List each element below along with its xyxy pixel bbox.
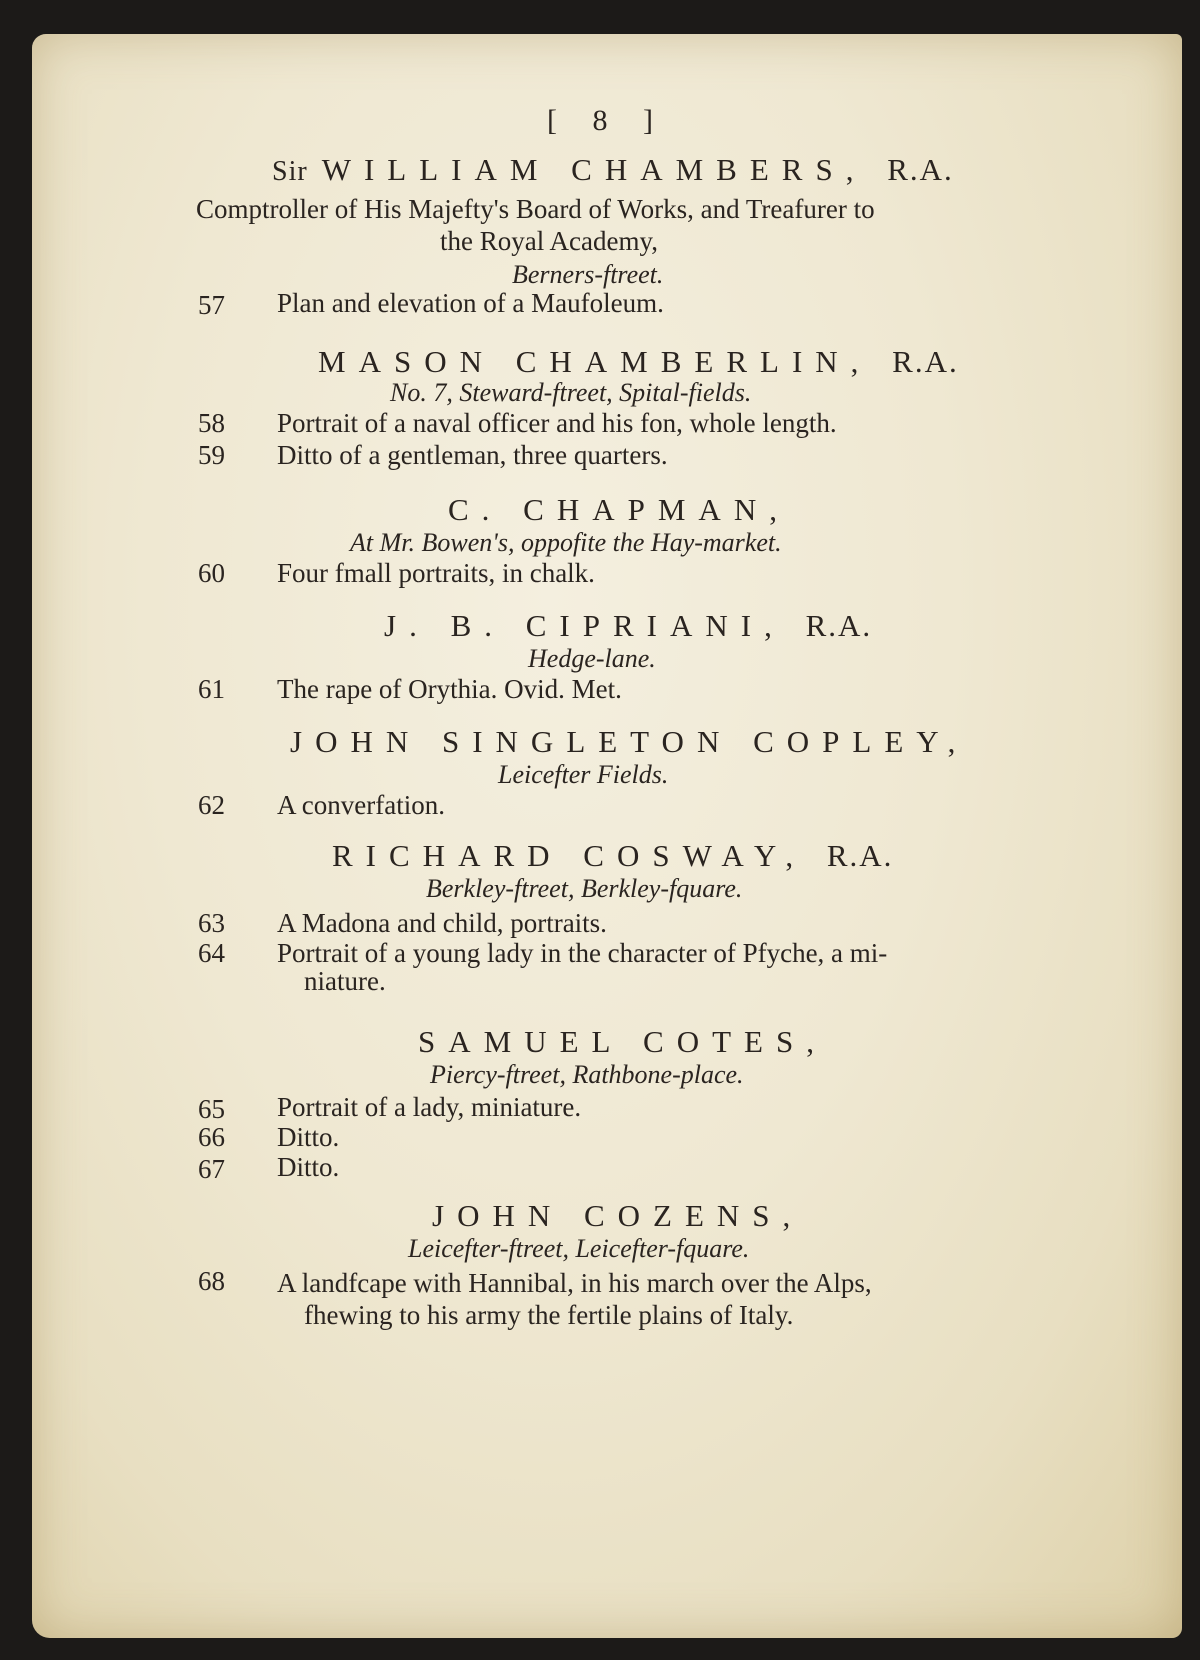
artist-name: RICHARD COSWAY, bbox=[332, 838, 807, 873]
artist-name: C. CHAPMAN, bbox=[448, 492, 790, 527]
entry-title: Four fmall portraits, in chalk. bbox=[277, 558, 595, 588]
entry-number: 60 bbox=[198, 558, 225, 588]
artist-address: Piercy-ftreet, Rathbone-place. bbox=[430, 1060, 744, 1089]
artist-name: J. B. CIPRIANI, bbox=[384, 608, 785, 643]
entry-continuation: niature. bbox=[304, 966, 386, 996]
catalogue-page bbox=[32, 34, 1182, 1638]
entry-number: 68 bbox=[198, 1266, 225, 1296]
page-content bbox=[32, 34, 1182, 1638]
artist-heading bbox=[290, 724, 968, 760]
artist-heading bbox=[272, 152, 954, 188]
artist-heading bbox=[384, 608, 872, 644]
entry-number: 66 bbox=[198, 1122, 225, 1152]
entry-title: Ditto. bbox=[277, 1152, 340, 1182]
artist-heading bbox=[332, 838, 893, 874]
entry-continuation: fhewing to his army the fertile plains of Italy. bbox=[304, 1300, 794, 1330]
entry-number: 62 bbox=[198, 790, 225, 820]
entry-title: Ditto. bbox=[277, 1122, 340, 1152]
entry-number: 59 bbox=[198, 440, 225, 470]
entry-number: 64 bbox=[198, 938, 225, 968]
entry-title: Portrait of a naval officer and his fon, whole length. bbox=[277, 408, 837, 438]
entry-title: Ditto of a gentleman, three quarters. bbox=[277, 440, 668, 470]
artist-name: JOHN SINGLETON COPLEY, bbox=[290, 724, 969, 759]
artist-address: Leicefter Fields. bbox=[498, 760, 669, 789]
artist-heading bbox=[418, 1024, 827, 1060]
artist-suffix: R.A. bbox=[892, 344, 959, 379]
entry-title: Portrait of a lady, miniature. bbox=[277, 1092, 582, 1122]
artist-heading bbox=[448, 492, 790, 528]
entry-title: A landfcape with Hannibal, in his march over the Alps, bbox=[277, 1268, 872, 1298]
artist-name: MASON CHAMBERLIN, bbox=[318, 344, 872, 379]
artist-address: Leicefter-ftreet, Leicefter-fquare. bbox=[408, 1234, 750, 1263]
artist-suffix: R.A. bbox=[826, 838, 894, 873]
entry-number: 61 bbox=[198, 674, 225, 704]
entry-number: 67 bbox=[198, 1154, 225, 1184]
entry-title: Portrait of a young lady in the character of Pfyche, a mi- bbox=[277, 938, 888, 968]
artist-name: JOHN COZENS, bbox=[432, 1198, 804, 1233]
artist-address: Berners-ftreet. bbox=[512, 260, 664, 289]
artist-suffix: R.A. bbox=[887, 152, 954, 187]
artist-description: the Royal Academy, bbox=[440, 226, 658, 256]
entry-number: 57 bbox=[198, 290, 225, 320]
page-number: [ 8 ] bbox=[547, 104, 667, 137]
entry-title: A Madona and child, portraits. bbox=[277, 908, 607, 938]
entry-title: A converfation. bbox=[277, 790, 445, 820]
artist-suffix: R.A. bbox=[805, 608, 873, 643]
entry-title: The rape of Orythia. Ovid. Met. bbox=[277, 674, 622, 704]
entry-number: 63 bbox=[198, 908, 225, 938]
entry-title: Plan and elevation of a Maufoleum. bbox=[277, 288, 664, 318]
artist-heading bbox=[318, 344, 959, 380]
entry-number: 65 bbox=[198, 1094, 225, 1124]
entry-number: 58 bbox=[198, 408, 225, 438]
artist-name: SAMUEL COTES, bbox=[418, 1024, 827, 1059]
artist-address: Berkley-ftreet, Berkley-fquare. bbox=[426, 874, 743, 903]
artist-prefix: Sir bbox=[272, 156, 308, 187]
artist-address: At Mr. Bowen's, oppofite the Hay-market. bbox=[350, 528, 782, 557]
artist-address: Hedge-lane. bbox=[528, 644, 656, 673]
artist-heading bbox=[432, 1198, 803, 1234]
artist-name: WILLIAM CHAMBERS, bbox=[321, 152, 867, 187]
artist-description: Comptroller of His Majefty's Board of Works, and Treafurer to bbox=[196, 194, 875, 224]
artist-address: No. 7, Steward-ftreet, Spital-fields. bbox=[390, 378, 752, 407]
